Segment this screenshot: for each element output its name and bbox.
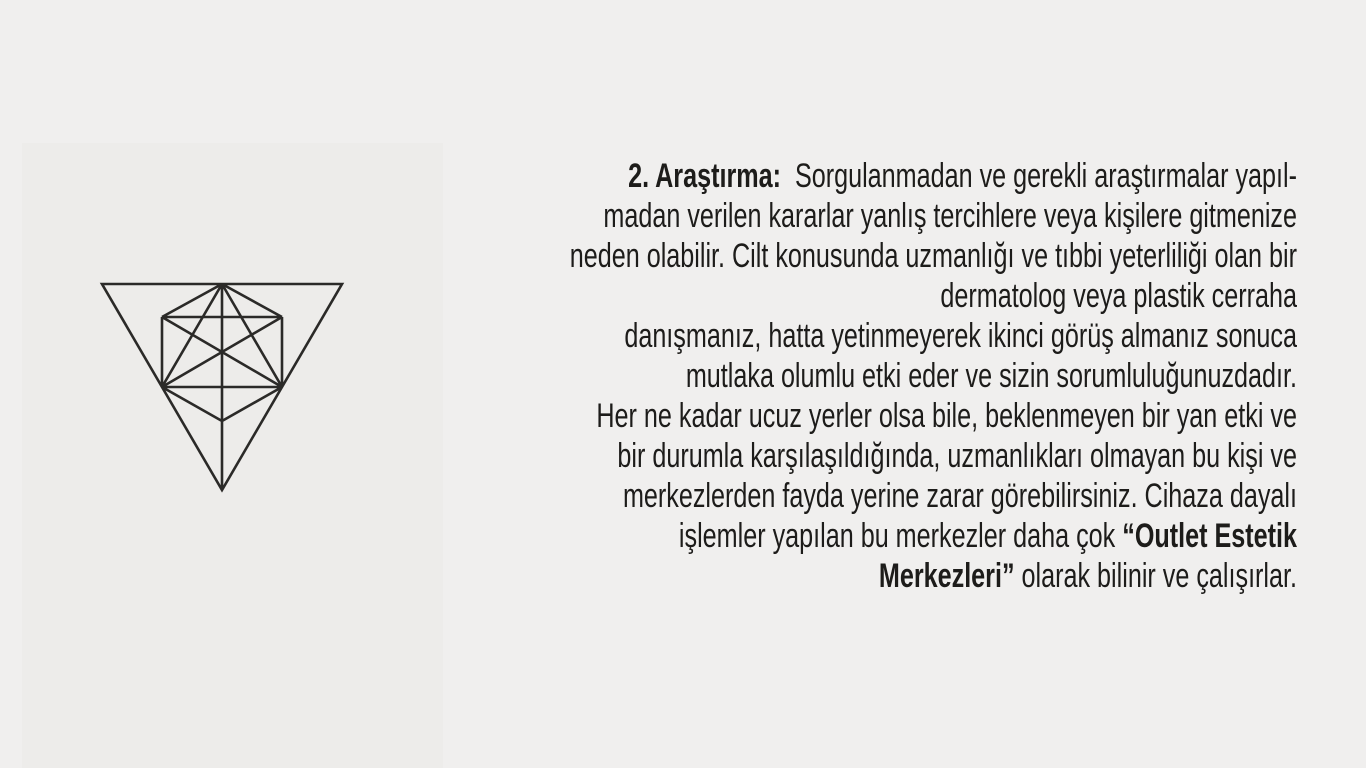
text-segment: dermatolog veya plastik cerraha — [940, 277, 1297, 315]
bold-text-segment: “Outlet Estetik — [1122, 517, 1297, 555]
text-line — [187, 356, 1297, 396]
text-segment: danışmanız, hatta yetinmeyerek ikinci görüş almanız sonuca — [624, 317, 1297, 355]
text-line — [187, 396, 1297, 436]
text-line — [187, 316, 1297, 356]
text-line — [187, 196, 1297, 236]
text-segment: olarak bilinir ve çalışırlar. — [1014, 557, 1297, 595]
text-line — [187, 476, 1297, 516]
text-line — [187, 156, 1297, 196]
text-segment: Her ne kadar ucuz yerler olsa bile, beklenmeyen bir yan etki ve — [596, 397, 1297, 435]
text-line — [187, 556, 1297, 596]
bold-text-segment: 2. Araştırma: — [628, 157, 781, 195]
text-segment: işlemler yapılan bu merkezler daha çok — [678, 517, 1123, 555]
text-segment: Sorgulanmadan ve gerekli araştırmalar yapıl- — [780, 157, 1297, 195]
text-segment: bir durumla karşılaşıldığında, uzmanlıkları olmayan bu kişi ve — [617, 437, 1297, 475]
text-segment: merkezlerden fayda yerine zarar görebilirsiniz. Cihaza dayalı — [622, 477, 1297, 515]
text-line — [187, 436, 1297, 476]
text-segment: mutlaka olumlu etki eder ve sizin sorumluluğunuzdadır. — [685, 357, 1297, 395]
text-line — [187, 276, 1297, 316]
text-segment: madan verilen kararlar yanlış tercihlere veya kişilere gitmenize — [603, 197, 1297, 235]
article-text — [187, 156, 1297, 596]
text-line — [187, 236, 1297, 276]
text-line — [187, 516, 1297, 556]
text-segment: neden olabilir. Cilt konusunda uzmanlığı ve tıbbi yeterliliği olan bir — [569, 237, 1297, 275]
bold-text-segment: Merkezleri” — [878, 557, 1015, 595]
